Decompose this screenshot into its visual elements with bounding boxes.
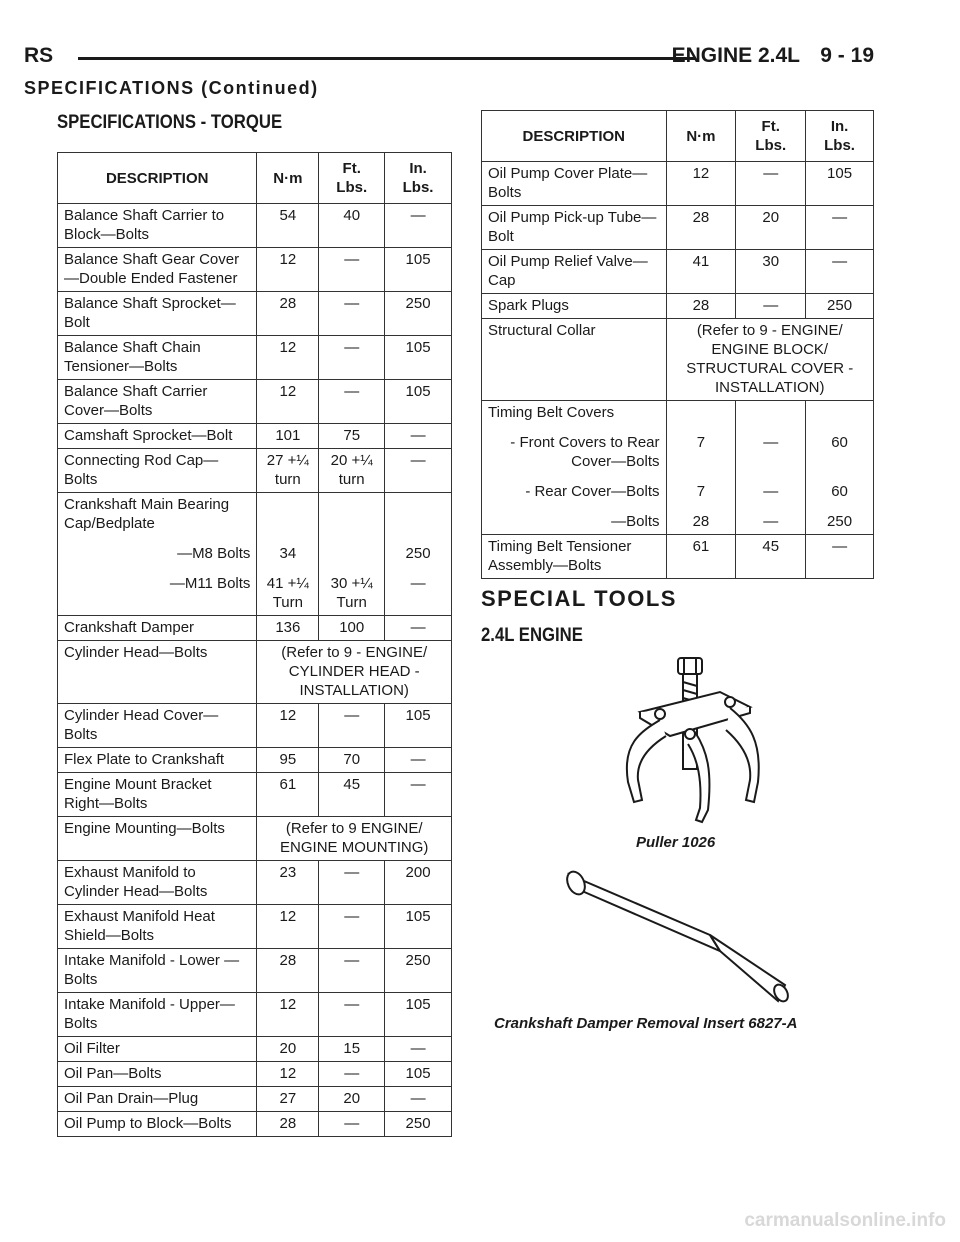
table-row xyxy=(58,1087,452,1112)
row-description: Exhaust Manifold Heat Shield—Bolts xyxy=(58,905,257,949)
row-description: Intake Manifold - Upper—Bolts xyxy=(58,993,257,1037)
subrow-description: —M8 Bolts xyxy=(58,536,257,566)
row-ft: — xyxy=(319,380,385,424)
row-nm: 136 xyxy=(257,616,319,641)
empty-cell xyxy=(319,493,385,537)
row-ft: — xyxy=(319,1112,385,1137)
subrow-ft xyxy=(319,536,385,566)
table-row xyxy=(58,905,452,949)
engine-subheading: 2.4L ENGINE xyxy=(481,625,583,646)
row-ft: 20 xyxy=(736,206,806,250)
table-row xyxy=(482,250,874,294)
row-in: 250 xyxy=(385,949,452,993)
row-description: Connecting Rod Cap—Bolts xyxy=(58,449,257,493)
row-nm: 12 xyxy=(257,1062,319,1087)
insert-illustration xyxy=(560,855,800,1005)
row-description: Oil Pump to Block—Bolts xyxy=(58,1112,257,1137)
row-description: Exhaust Manifold to Cylinder Head—Bolts xyxy=(58,861,257,905)
torque-table-right xyxy=(481,110,874,579)
row-ft: — xyxy=(319,704,385,748)
subrow-in: 60 xyxy=(806,425,874,474)
row-nm: 12 xyxy=(666,162,736,206)
row-description: Engine Mounting—Bolts xyxy=(58,817,257,861)
row-nm: 28 xyxy=(666,206,736,250)
row-nm: 27 xyxy=(257,1087,319,1112)
table-row xyxy=(58,1112,452,1137)
row-ft: 15 xyxy=(319,1037,385,1062)
row-nm: 101 xyxy=(257,424,319,449)
table-row xyxy=(58,817,452,861)
row-nm: 12 xyxy=(257,336,319,380)
row-ft: — xyxy=(319,336,385,380)
header-nm: N·m xyxy=(257,153,319,204)
empty-cell xyxy=(736,401,806,426)
row-in: — xyxy=(385,449,452,493)
puller-caption: Puller 1026 xyxy=(636,834,716,851)
row-in: — xyxy=(385,616,452,641)
header-in-unit: Lbs. xyxy=(824,137,855,154)
subrow-description: —Bolts xyxy=(482,504,667,535)
row-in: — xyxy=(385,1087,452,1112)
row-description: Structural Collar xyxy=(482,319,667,401)
empty-cell xyxy=(385,493,452,537)
row-in: 105 xyxy=(385,905,452,949)
row-nm: 54 xyxy=(257,204,319,248)
row-ft: — xyxy=(319,993,385,1037)
row-in: — xyxy=(385,424,452,449)
row-in: — xyxy=(806,250,874,294)
empty-cell xyxy=(666,401,736,426)
row-ft: 45 xyxy=(319,773,385,817)
subrow-description: —M11 Bolts xyxy=(58,566,257,616)
row-description: Oil Pump Cover Plate—Bolts xyxy=(482,162,667,206)
row-description: Engine Mount Bracket Right—Bolts xyxy=(58,773,257,817)
row-description: Camshaft Sprocket—Bolt xyxy=(58,424,257,449)
row-description: Timing Belt Tensioner Assembly—Bolts xyxy=(482,535,667,579)
table-row xyxy=(58,449,452,493)
row-in: 105 xyxy=(385,380,452,424)
table-row xyxy=(58,336,452,380)
row-reference: (Refer to 9 - ENGINE/ CYLINDER HEAD - INSTALLATION) xyxy=(257,641,452,704)
row-description: Crankshaft Main Bearing Cap/Bedplate xyxy=(58,493,257,537)
row-ft: — xyxy=(736,294,806,319)
table-row xyxy=(58,1037,452,1062)
insert-caption: Crankshaft Damper Removal Insert 6827-A xyxy=(494,1015,798,1032)
row-description: Flex Plate to Crankshaft xyxy=(58,748,257,773)
row-in: — xyxy=(806,206,874,250)
subrow-nm: 34 xyxy=(257,536,319,566)
table-row xyxy=(58,861,452,905)
row-in: — xyxy=(385,748,452,773)
header-ft: Ft. xyxy=(761,118,780,135)
row-nm: 23 xyxy=(257,861,319,905)
table-row xyxy=(58,292,452,336)
header-nm: N·m xyxy=(666,111,736,162)
table-row xyxy=(58,993,452,1037)
subrow-description: - Rear Cover—Bolts xyxy=(482,474,667,504)
row-nm: 12 xyxy=(257,905,319,949)
row-description: Oil Pump Relief Valve—Cap xyxy=(482,250,667,294)
row-ft: 75 xyxy=(319,424,385,449)
row-nm: 12 xyxy=(257,704,319,748)
row-ft: 20 +¼ turn xyxy=(319,449,385,493)
row-description: Balance Shaft Sprocket—Bolt xyxy=(58,292,257,336)
table-row xyxy=(58,748,452,773)
subrow-nm: 41 +¼ Turn xyxy=(257,566,319,616)
section-title: SPECIFICATIONS - TORQUE xyxy=(57,112,283,133)
continued-heading: SPECIFICATIONS (Continued) xyxy=(24,78,319,98)
table-row xyxy=(482,162,874,206)
row-in: 105 xyxy=(385,993,452,1037)
row-in: 250 xyxy=(385,292,452,336)
table-row xyxy=(58,949,452,993)
row-in: 105 xyxy=(385,704,452,748)
header-engine-title xyxy=(672,44,800,68)
row-in: 105 xyxy=(385,248,452,292)
row-ft: — xyxy=(319,949,385,993)
row-nm: 12 xyxy=(257,380,319,424)
table-subrow xyxy=(482,425,874,474)
subrow-in: 250 xyxy=(806,504,874,535)
row-nm: 28 xyxy=(257,1112,319,1137)
row-reference: (Refer to 9 ENGINE/ ENGINE MOUNTING) xyxy=(257,817,452,861)
header-description: DESCRIPTION xyxy=(58,153,257,204)
torque-table-left xyxy=(57,152,452,1137)
row-description: Timing Belt Covers xyxy=(482,401,667,426)
row-ft: 100 xyxy=(319,616,385,641)
row-description: Oil Pan Drain—Plug xyxy=(58,1087,257,1112)
row-in: — xyxy=(385,1037,452,1062)
row-description: Cylinder Head Cover—Bolts xyxy=(58,704,257,748)
header-description: DESCRIPTION xyxy=(482,111,667,162)
puller-illustration xyxy=(600,652,780,832)
empty-cell xyxy=(806,401,874,426)
row-ft: — xyxy=(319,861,385,905)
row-in: 105 xyxy=(385,1062,452,1087)
header-rule xyxy=(78,57,696,60)
table-header-row xyxy=(58,153,452,204)
header-engine-label: ENGINE 2.4L xyxy=(671,44,800,67)
table-row xyxy=(482,535,874,579)
row-in: 200 xyxy=(385,861,452,905)
row-nm: 27 +¼ turn xyxy=(257,449,319,493)
row-description: Oil Pan—Bolts xyxy=(58,1062,257,1087)
row-nm: 12 xyxy=(257,248,319,292)
subrow-nm: 7 xyxy=(666,425,736,474)
row-nm: 28 xyxy=(257,292,319,336)
row-ft: — xyxy=(319,292,385,336)
row-nm: 95 xyxy=(257,748,319,773)
table-row xyxy=(482,206,874,250)
row-reference: (Refer to 9 - ENGINE/ ENGINE BLOCK/ STRUCTURAL COVER - INSTALLATION) xyxy=(666,319,873,401)
empty-cell xyxy=(257,493,319,537)
header-in-lbs xyxy=(806,111,874,162)
table-row xyxy=(58,616,452,641)
table-row xyxy=(58,773,452,817)
table-row xyxy=(482,319,874,401)
row-ft: 20 xyxy=(319,1087,385,1112)
table-row xyxy=(58,1062,452,1087)
row-nm: 20 xyxy=(257,1037,319,1062)
table-row xyxy=(58,380,452,424)
row-ft: 40 xyxy=(319,204,385,248)
subrow-in: 60 xyxy=(806,474,874,504)
header-in-unit: Lbs. xyxy=(402,179,434,196)
row-description: Cylinder Head—Bolts xyxy=(58,641,257,704)
subrow-ft: 30 +¼ Turn xyxy=(319,566,385,616)
row-nm: 61 xyxy=(257,773,319,817)
row-description: Balance Shaft Gear Cover—Double Ended Fastener xyxy=(58,248,257,292)
header-in-lbs xyxy=(385,153,452,204)
table-row xyxy=(482,294,874,319)
table-subrow xyxy=(482,474,874,504)
header-ft-lbs xyxy=(319,153,385,204)
row-description: Balance Shaft Chain Tensioner—Bolts xyxy=(58,336,257,380)
row-nm: 28 xyxy=(257,949,319,993)
header-ft-unit: Lbs. xyxy=(336,179,368,196)
header-page-number: 9 - 19 xyxy=(820,44,874,67)
row-nm: 12 xyxy=(257,993,319,1037)
row-nm: 61 xyxy=(666,535,736,579)
subrow-nm: 28 xyxy=(666,504,736,535)
row-in: — xyxy=(806,535,874,579)
row-ft: — xyxy=(736,162,806,206)
row-description: Oil Filter xyxy=(58,1037,257,1062)
special-tools-heading: SPECIAL TOOLS xyxy=(481,586,677,611)
subrow-in: — xyxy=(385,566,452,616)
table-subrow xyxy=(482,504,874,535)
row-description: Spark Plugs xyxy=(482,294,667,319)
table-subrow xyxy=(58,536,452,566)
subrow-nm: 7 xyxy=(666,474,736,504)
row-in: 250 xyxy=(385,1112,452,1137)
row-description: Oil Pump Pick-up Tube—Bolt xyxy=(482,206,667,250)
row-in: 250 xyxy=(806,294,874,319)
header-ft-lbs xyxy=(736,111,806,162)
table-row-group-head xyxy=(482,401,874,426)
row-nm: 28 xyxy=(666,294,736,319)
row-description: Balance Shaft Carrier Cover—Bolts xyxy=(58,380,257,424)
row-ft: 45 xyxy=(736,535,806,579)
header-section-code: RS xyxy=(24,44,54,67)
row-in: 105 xyxy=(385,336,452,380)
row-in: — xyxy=(385,204,452,248)
table-row xyxy=(58,704,452,748)
table-subrow xyxy=(58,566,452,616)
row-description: Intake Manifold - Lower —Bolts xyxy=(58,949,257,993)
header-in: In. xyxy=(830,118,849,135)
subrow-description: - Front Covers to Rear Cover—Bolts xyxy=(482,425,667,474)
table-row xyxy=(58,424,452,449)
row-ft: — xyxy=(319,905,385,949)
subrow-in: 250 xyxy=(385,536,452,566)
table-row-group-head xyxy=(58,493,452,537)
table-row xyxy=(58,248,452,292)
row-ft: 70 xyxy=(319,748,385,773)
header-in: In. xyxy=(409,160,427,177)
row-in: — xyxy=(385,773,452,817)
subrow-ft: — xyxy=(736,425,806,474)
table-row xyxy=(58,641,452,704)
header-ft-unit: Lbs. xyxy=(755,137,787,154)
subrow-ft: — xyxy=(736,474,806,504)
table-row xyxy=(58,204,452,248)
row-ft: 30 xyxy=(736,250,806,294)
row-in: 105 xyxy=(806,162,874,206)
row-description: Crankshaft Damper xyxy=(58,616,257,641)
row-ft: — xyxy=(319,248,385,292)
row-nm: 41 xyxy=(666,250,736,294)
row-description: Balance Shaft Carrier to Block—Bolts xyxy=(58,204,257,248)
row-ft: — xyxy=(319,1062,385,1087)
header-ft: Ft. xyxy=(342,160,361,177)
subrow-ft: — xyxy=(736,504,806,535)
watermark: carmanualsonline.info xyxy=(744,1210,946,1231)
table-header-row xyxy=(482,111,874,162)
